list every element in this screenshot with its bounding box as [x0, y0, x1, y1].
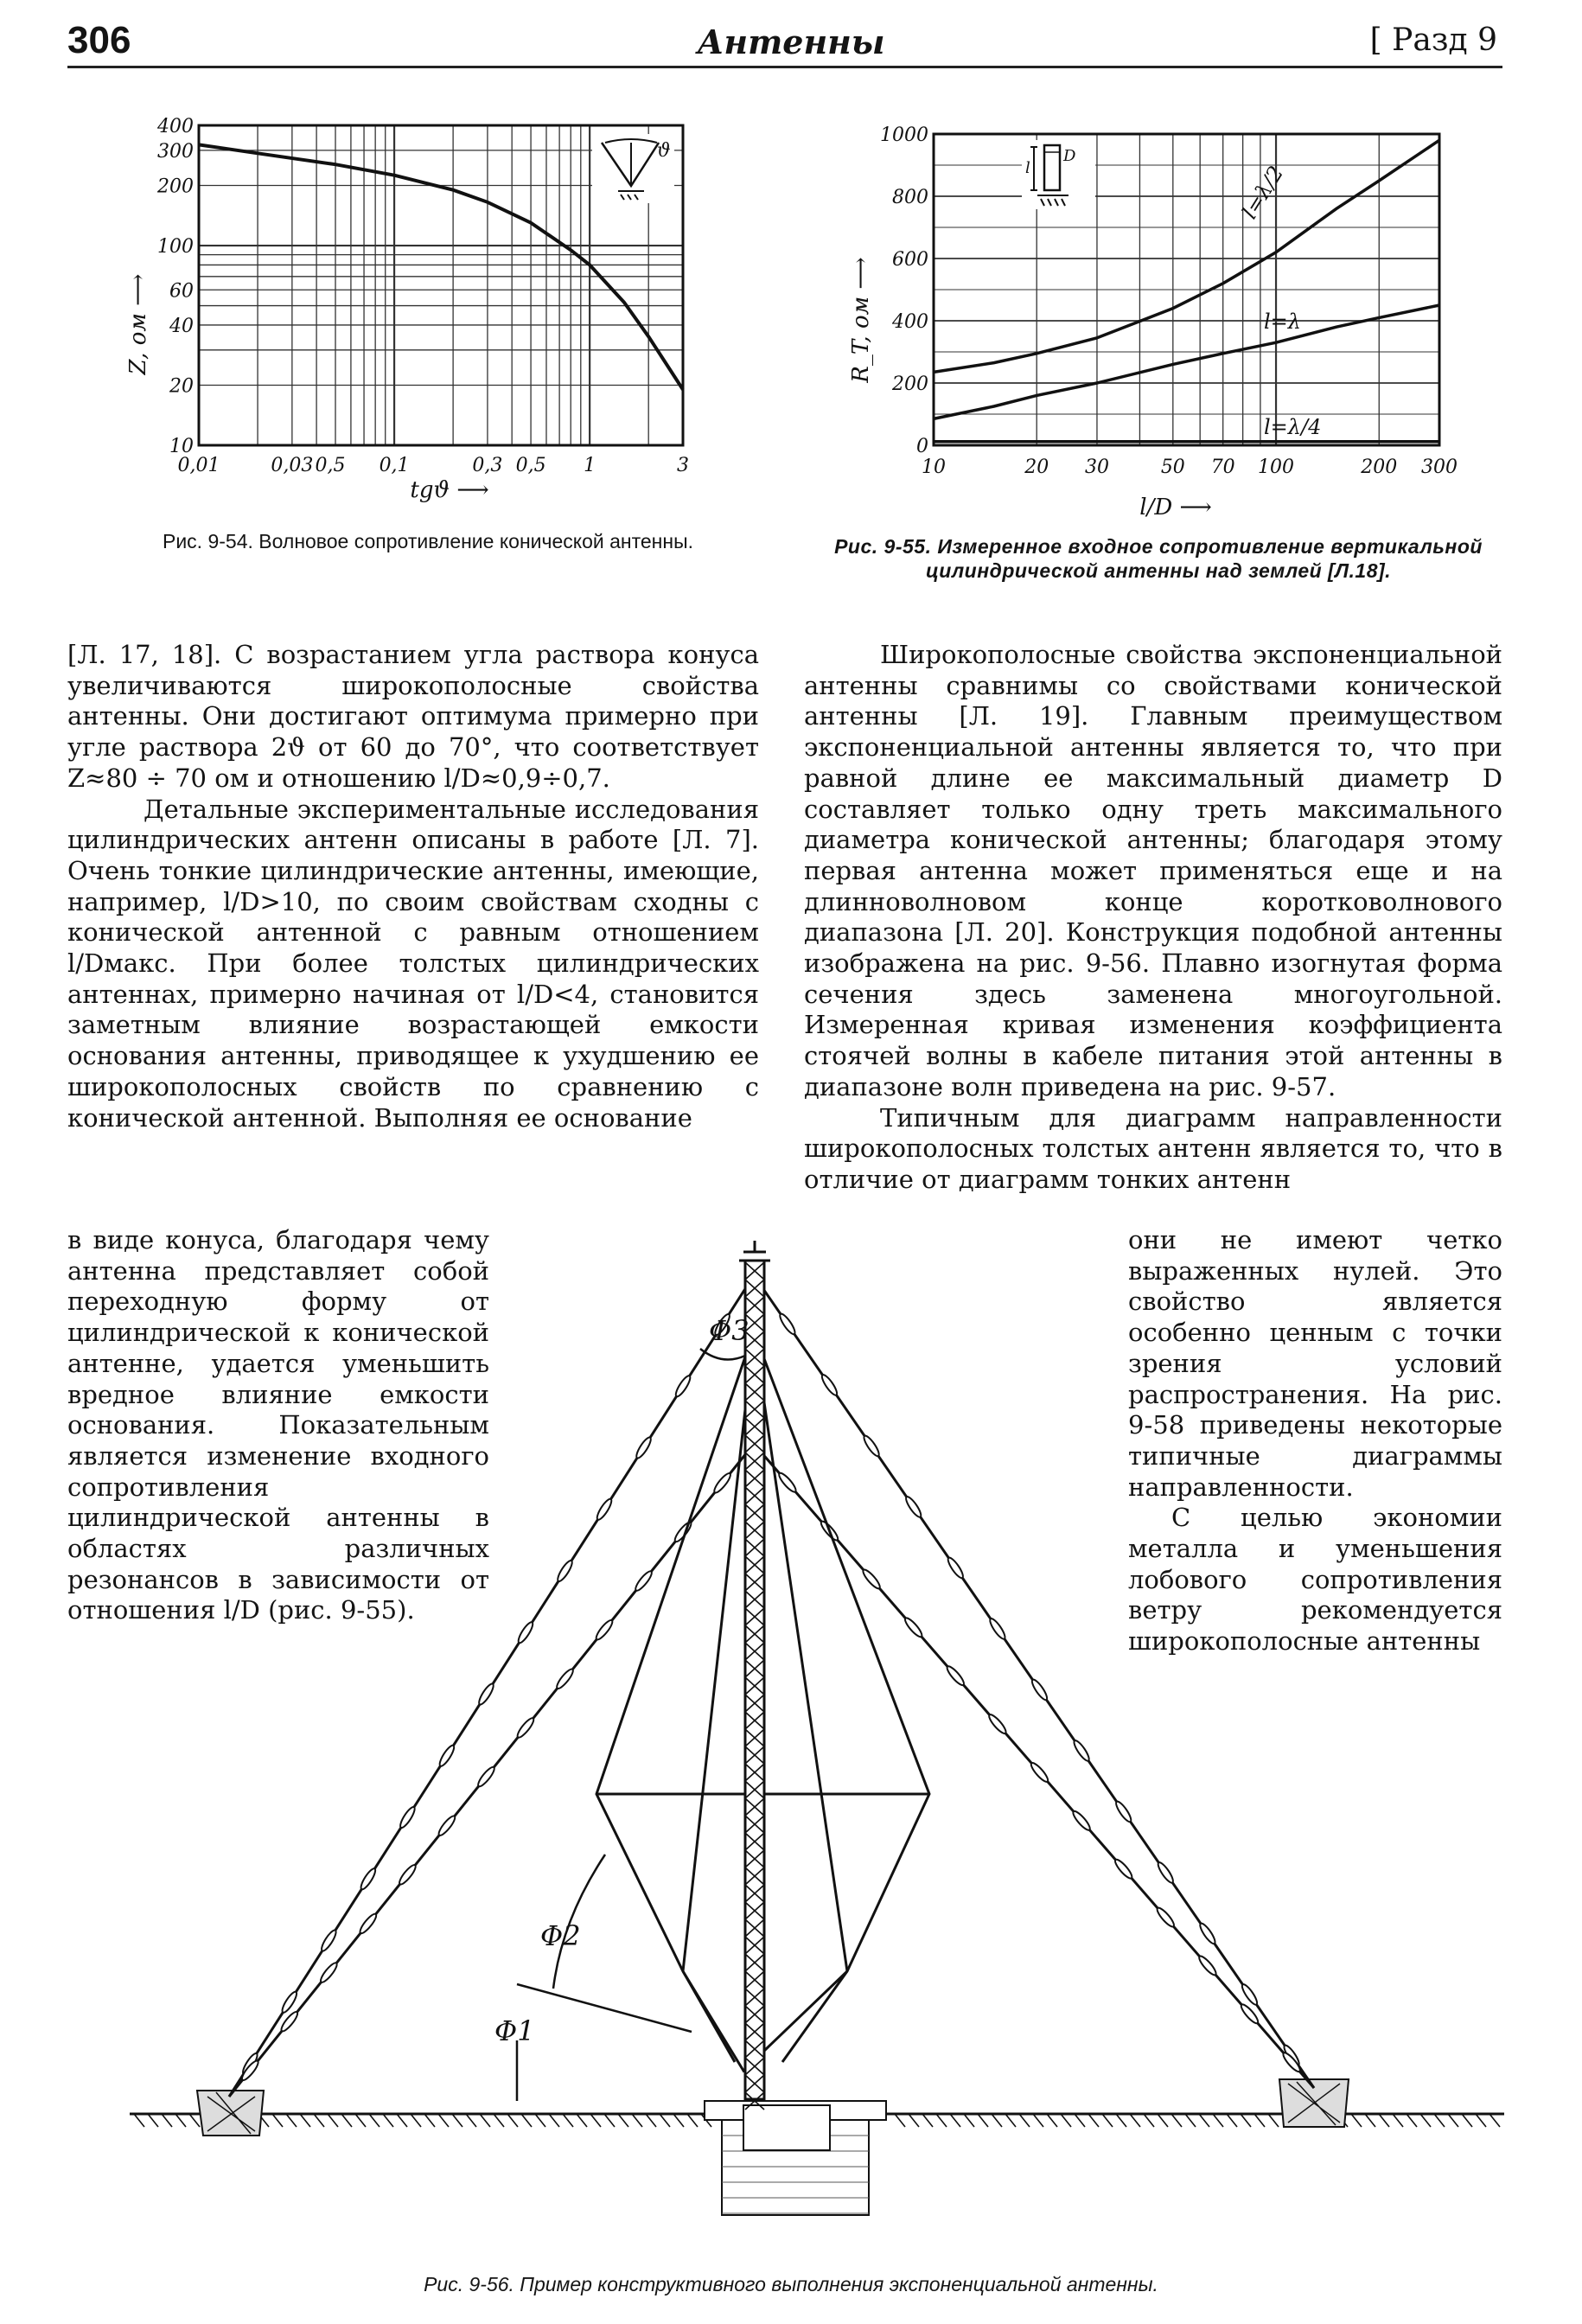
- paragraph: в виде конуса, благодаря чему антенна представляет собой переходную форму от цилиндрической к конической антенне, удается уменьшить вредное влияние емкости основания. Показательным является изменение входного сопротивления цилиндрической антенны в областях различных резонансов в зависимости от отношения l/D (рис. 9-55).: [67, 1225, 489, 1625]
- f2-x-tick-label: 100: [1258, 456, 1295, 478]
- f1-x-tick-label: 3: [677, 455, 689, 476]
- f2-y-axis-label: R_T, ом ⟶: [848, 257, 874, 383]
- f2-x-tick-label: 10: [922, 456, 946, 478]
- paragraph: Детальные экспериментальные исследования цилиндрических антенн описаны в работе [Л. 7]. Очень тонкие цилиндрические антенны, имеющие, например, l/D>10, по своим свойствам сходны с конической антенной с равным отношением l/Dмакс. При более толстых цилиндрических антеннах, примерно начиная от l/D<4, становится заметным влияние возрастающей емкости основания антенны, приводящее к ухудшению ее широкополосных свойств по сравнению с конической антенной. Выполняя ее основание: [67, 794, 759, 1133]
- paragraph: С целью экономии металла и уменьшения лобового сопротивления ветру рекомендуется широкополосные антенны: [1128, 1503, 1502, 1657]
- f2-x-tick-label: 70: [1210, 456, 1235, 478]
- f2-grid: [934, 134, 1439, 445]
- f1-y-tick-label: 40: [169, 315, 194, 337]
- page-number: 306: [67, 19, 131, 61]
- f2-y-tick-label: 600: [892, 249, 928, 271]
- f1-x-tick-label: 0,01: [177, 455, 220, 476]
- guy-wire-links: [239, 1312, 1302, 2083]
- angle-label-phi3: Φ3: [709, 1314, 750, 1347]
- f1-inset-theta: ϑ: [657, 140, 671, 162]
- f2-series-line: [934, 305, 1439, 418]
- f2-inset-l: l: [1025, 159, 1030, 177]
- figure-9-56-antenna-drawing: [0, 1236, 1582, 2270]
- f1-x-tick-label: 1: [584, 455, 596, 476]
- f2-x-axis-label: l/D ⟶: [1139, 495, 1212, 520]
- caption-figure-9-55: Рис. 9-55. Измеренное входное сопротивление вертикальной цилиндрической антенны над землей [Л.18].: [834, 535, 1483, 582]
- f2-y-tick-label: 400: [892, 311, 928, 333]
- f2-y-tick-label: 1000: [880, 124, 928, 146]
- f1-y-tick-label: 20: [169, 375, 194, 398]
- f2-x-tick-label: 50: [1160, 456, 1185, 478]
- paragraph: Широкополосные свойства экспоненциальной антенны сравнимы со свойствами конической антенны [Л. 19]. Главным преимуществом экспоненциальной антенны является то, что при равной длине ее максимальный диаметр D составляет только одну треть максимального диаметра конической антенны; благодаря этому первая антенна может применяться еще и на длинноволновом конце коротковолнового диапазона [Л. 20]. Конструкция подобной антенны изображена на рис. 9-56. Плавно изогнутая форма сечения здесь заменена многоугольной. Измеренная кривая изменения коэффициента стоячей волны в кабеле питания этой антенны в диапазоне волн приведена на рис. 9-57.: [804, 640, 1502, 1101]
- angle-label-phi2: Φ2: [540, 1919, 581, 1952]
- cylinder-inset-icon: [1022, 140, 1095, 209]
- left-anchor-block: [197, 2091, 264, 2136]
- f2-series-lines: [934, 140, 1439, 442]
- f2-x-tick-label: 30: [1084, 456, 1109, 478]
- f2-x-tick-label: 20: [1024, 456, 1049, 478]
- f1-y-tick-label: 200: [157, 176, 194, 198]
- lattice-mast: [739, 1241, 770, 2110]
- f2-curve-label-full: l=λ: [1264, 310, 1301, 334]
- paragraph: [Л. 17, 18]. С возрастанием угла раствора конуса увеличиваются широкополосные свойства антенны. Они достигают оптимума примерно при угле раствора 2ϑ от 60 до 70°, что соответствует Z≈80 ÷ 70 ом и отношению l/D≈0,9÷0,7.: [67, 640, 759, 793]
- f1-x-tick-labels: [178, 455, 689, 476]
- caption-figure-9-54: Рис. 9-54. Волновое сопротивление конической антенны.: [162, 530, 694, 552]
- paragraph: они не имеют четко выраженных нулей. Это свойство является особенно ценным с точки зрения условий распространения. На рис. 9-58 приведены некоторые типичные диаграммы направленности.: [1128, 1225, 1502, 1502]
- f2-y-tick-labels: [880, 124, 928, 457]
- f1-x-axis-label: tgϑ ⟶: [410, 477, 489, 503]
- running-title: Антенны: [697, 22, 885, 61]
- header-rule: [67, 66, 1502, 68]
- f1-y-tick-label: 100: [157, 236, 194, 259]
- figure-9-54-chart: [121, 117, 718, 514]
- f1-y-tick-label: 400: [157, 117, 194, 137]
- f2-series-line: [934, 140, 1439, 372]
- f1-x-tick-label: 0,3: [472, 455, 503, 476]
- f2-y-tick-label: 0: [916, 436, 928, 457]
- cone-inset-icon: [592, 134, 674, 203]
- f2-x-tick-label: 300: [1421, 456, 1458, 478]
- figure-9-55-chart: [821, 121, 1496, 527]
- f1-y-axis-label: Z, ом ⟶: [125, 273, 151, 375]
- angle-label-phi1: Φ1: [494, 2014, 535, 2047]
- guy-wires: [229, 1275, 1314, 2097]
- f1-y-tick-labels: [156, 117, 194, 457]
- f1-y-tick-label: 10: [169, 436, 194, 457]
- f1-x-tick-label: 0,5: [315, 455, 346, 476]
- text-column-right: [804, 640, 1502, 1196]
- f2-y-tick-label: 200: [892, 374, 928, 395]
- f2-x-tick-labels: [922, 456, 1458, 478]
- f1-x-tick-label: 0,1: [379, 455, 410, 476]
- f1-x-tick-label: 0,03: [271, 455, 314, 476]
- caption-figure-9-56: Рис. 9-56. Пример конструктивного выполнения экспоненциальной антенны.: [424, 2273, 1158, 2295]
- mast-foundation: [705, 2101, 886, 2215]
- f1-y-tick-label: 60: [169, 280, 194, 303]
- f2-inset-d: D: [1063, 147, 1076, 165]
- f1-y-tick-label: 300: [157, 140, 194, 163]
- paragraph: Типичным для диаграмм направленности широкополосных толстых антенн является то, что в отличие от диаграмм тонких антенн: [804, 1102, 1502, 1194]
- f2-curve-label-half: l=λ/2: [1237, 162, 1289, 224]
- f2-x-tick-label: 200: [1361, 456, 1398, 478]
- f2-curve-label-quarter: l=λ/4: [1264, 415, 1322, 439]
- f1-x-tick-label: 0,5: [515, 455, 546, 476]
- text-column-left: [67, 640, 759, 1133]
- section-label: [ Разд 9: [1369, 22, 1497, 58]
- f2-y-tick-label: 800: [892, 187, 928, 208]
